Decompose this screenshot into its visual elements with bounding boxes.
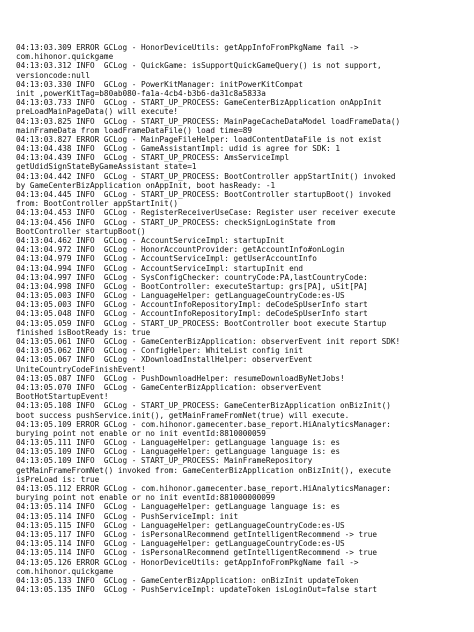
- log-line: 04:13:05.087 INFO GCLog - PushDownloadHelper: resumeDownloadByNetJobs!: [16, 373, 345, 383]
- log-line: 04:13:04.979 INFO GCLog - AccountServiceImpl: getUserAccountInfo: [16, 254, 317, 264]
- log-line: 04:13:05.135 INFO GCLog - PushServiceImpl: updateToken isLoginOut=false start: [16, 585, 378, 595]
- log-line: 04:13:03.825 INFO GCLog - START_UP_PROCESS: MainPageCacheDataModel loadFrameData(): [16, 116, 401, 126]
- log-line: preLoadMainPageData() will execute!: [16, 107, 178, 117]
- log-line: 04:13:03.309 ERROR GCLog - HonorDeviceUtils: getAppInfoFromPkgName fail ->: [16, 43, 359, 52]
- log-line: 04:13:04.453 INFO GCLog - RegisterReceiverUseCase: Register user receiver execute: [16, 208, 396, 218]
- log-line: 04:13:05.070 INFO GCLog - GameCenterBizApplication: observerEvent: [16, 382, 322, 392]
- log-line: 04:13:03.312 INFO GCLog - QuickGame: isSupportQuickGameQuery() is not support,: [16, 61, 382, 71]
- log-line: 04:13:04.994 INFO GCLog - AccountServiceImpl: startupInit end: [16, 263, 303, 273]
- log-line: 04:13:04.445 INFO GCLog - START_UP_PROCESS: BootController startupBoot() invoked: [16, 190, 391, 199]
- log-line: 04:13:03.827 ERROR GCLog - MainPageFileHelper: loadContentDataFile is not exist: [16, 134, 382, 144]
- log-line: isPreLoad is: true: [16, 474, 100, 484]
- log-line: 04:13:05.114 INFO GCLog - LanguageHelper: getLanguage language is: es: [16, 502, 340, 512]
- log-line: com.hihonor.quickgame: [16, 52, 114, 62]
- log-line: 04:13:05.114 INFO GCLog - isPersonalRecommend getIntelligentRecommend -> true: [16, 548, 378, 558]
- log-line: 04:13:05.109 ERROR GCLog - com.hihonor.gamecenter.base_report.HiAnalyticsManager:: [16, 419, 391, 429]
- log-line: 04:13:04.462 INFO GCLog - AccountServiceImpl: startupInit: [16, 235, 285, 245]
- log-line: BootController startupBoot(): [16, 226, 146, 236]
- log-line: 04:13:04.997 INFO GCLog - SysConfigChecker: countryCode:PA,lastCountryCode:: [16, 272, 368, 282]
- log-line: 04:13:05.003 INFO GCLog - LanguageHelper: getLanguageCountryCode:es-US: [16, 291, 345, 301]
- log-line: com.hihonor.quickgame: [16, 566, 114, 576]
- log-line: 04:13:03.733 INFO GCLog - START_UP_PROCESS: GameCenterBizApplication onAppInit: [16, 98, 382, 108]
- log-line: 04:13:05.059 INFO GCLog - START_UP_PROCESS: BootController boot execute Startup: [16, 318, 387, 328]
- log-line: 04:13:05.115 INFO GCLog - LanguageHelper: getLanguageCountryCode:es-US: [16, 520, 345, 530]
- log-line: finished isBootReady is: true: [16, 327, 151, 337]
- log-line: versioncode:null: [16, 70, 91, 80]
- log-line: 04:13:04.439 INFO GCLog - START_UP_PROCESS: AmsServiceImpl: [16, 153, 290, 163]
- log-line: 04:13:05.133 INFO GCLog - GameCenterBizApplication: onBizInit updateToken: [16, 575, 359, 585]
- log-line: getMainFrameFromNet() invoked from: GameCenterBizApplication onBizInit(), execute: [16, 465, 391, 475]
- log-line: UniteCountryCodeFinishEvent!: [16, 364, 146, 374]
- log-line: 04:13:05.112 ERROR GCLog - com.hihonor.gamecenter.base_report.HiAnalyticsManager:: [16, 484, 391, 493]
- log-line: 04:13:03.330 INFO GCLog - PowerKitManager: initPowerKitCompat: [16, 79, 303, 89]
- log-line: from: BootController appStartInit(): [16, 199, 178, 209]
- log-line: 04:13:05.003 INFO GCLog - AccountInfoRepositoryImpl: deCodeSpUserInfo start: [16, 300, 368, 310]
- log-line: mainFrameData from loadFrameDataFile() load time=89: [16, 125, 253, 135]
- log-line: 04:13:05.114 INFO GCLog - PushServiceImpl: init: [16, 511, 239, 521]
- log-line: burying point not enable or no init eventId:881000000099: [16, 493, 276, 503]
- log-text-block: [16, 43, 466, 594]
- log-line: 04:13:05.108 INFO GCLog - START_UP_PROCESS: GameCenterBizApplication onBizInit(): [16, 401, 391, 411]
- log-line: getUdidSignStateByGameAssistant state=1: [16, 162, 197, 172]
- log-line: 04:13:05.062 INFO GCLog - ConfigHelper: WhiteList config init: [16, 346, 303, 356]
- log-line: boot success pushService.init(), getMainFrameFromNet(true) will execute.: [16, 410, 350, 420]
- log-line: 04:13:04.972 INFO GCLog - HonorAccountProvider: getAccountInfo#onLogin: [16, 245, 345, 255]
- log-line: 04:13:05.109 INFO GCLog - START_UP_PROCESS: MainFrameRepository: [16, 456, 313, 466]
- log-line: 04:13:05.114 INFO GCLog - LanguageHelper: getLanguageCountryCode:es-US: [16, 539, 345, 549]
- log-line: 04:13:04.456 INFO GCLog - START_UP_PROCESS: checkSignLoginState from: [16, 217, 336, 227]
- log-line: 04:13:05.067 INFO GCLog - XDownloadInstallHelper: observerEvent: [16, 355, 313, 365]
- log-line: BootHotStartupEvent!: [16, 392, 109, 402]
- log-line: 04:13:05.061 INFO GCLog - GameCenterBizApplication: observerEvent init report SDK!: [16, 337, 401, 346]
- log-line: 04:13:05.126 ERROR GCLog - HonorDeviceUtils: getAppInfoFromPkgName fail ->: [16, 557, 359, 567]
- log-line: burying point not enable or no init eventId:8810000059: [16, 428, 266, 438]
- log-line: 04:13:04.442 INFO GCLog - START_UP_PROCESS: BootController appStartInit() invoked: [16, 171, 396, 181]
- log-line: 04:13:05.048 INFO GCLog - AccountInfoRepositoryImpl: deCodeSpUserInfo start: [16, 309, 368, 319]
- log-line: init ,powerKitTag=b80ab080-fa1a-4cb4-b3b6-da31c8a5833a: [16, 88, 266, 98]
- log-line: by GameCenterBizApplication onAppInit, boot hasReady: -1: [16, 180, 276, 190]
- log-line: 04:13:04.998 INFO GCLog - BootController: executeStartup: grs[PA], uSit[PA]: [16, 281, 368, 291]
- log-line: 04:13:05.117 INFO GCLog - isPersonalRecommend getIntelligentRecommend -> true: [16, 529, 378, 539]
- log-line: 04:13:05.109 INFO GCLog - LanguageHelper: getLanguage language is: es: [16, 447, 340, 457]
- log-line: 04:13:04.438 INFO GCLog - GameAssistantImpl: udid is agree for SDK: 1: [16, 144, 340, 154]
- log-line: 04:13:05.111 INFO GCLog - LanguageHelper: getLanguage language is: es: [16, 438, 340, 448]
